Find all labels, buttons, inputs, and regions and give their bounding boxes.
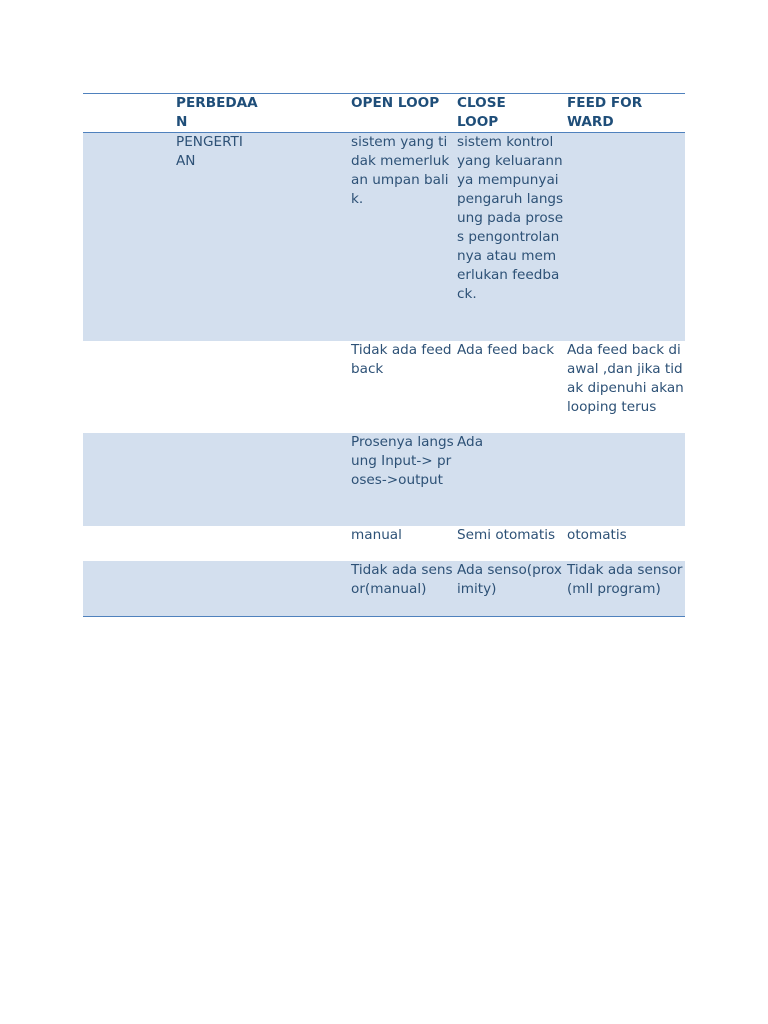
table-row — [83, 133, 685, 342]
table-cell-label — [173, 561, 348, 617]
table-cell-label — [173, 433, 348, 526]
table-row — [83, 526, 685, 561]
comparison-table-container — [83, 93, 685, 617]
table-cell-close-loop: sistem kontrol yang keluarannya mempunyai pengaruh langsung pada proses pengontrolannya atau memerlukan feedback. — [454, 133, 564, 342]
table-row — [83, 341, 685, 433]
table-row — [83, 561, 685, 617]
header-cell-close-loop: CLOSE LOOP — [457, 95, 506, 130]
table-cell-open-loop: Prosenya langsung Input-> proses->output — [348, 433, 454, 526]
header-cell-feed-forward: FEED FORWARD — [567, 95, 643, 130]
table-cell-feed-forward: otomatis — [567, 527, 627, 543]
table-cell-feed-forward: Tidak ada sensor(mll program) — [564, 561, 685, 617]
table-cell-feed-forward — [564, 433, 685, 526]
table-cell — [83, 341, 173, 433]
table-cell-label: PENGERTIAN — [173, 133, 348, 342]
header-cell-open-loop: OPEN LOOP — [351, 95, 440, 111]
table-cell-close-loop: Ada senso(proximity) — [454, 561, 564, 617]
table-cell-feed-forward — [564, 133, 685, 342]
table-header-row — [83, 94, 685, 133]
table-cell-close-loop: Ada — [454, 433, 564, 526]
table-cell-close-loop: Ada feed back — [457, 342, 555, 358]
header-cell-perbedaan: PERBEDAAN — [176, 95, 258, 130]
table-cell-open-loop: Tidak ada feed back — [351, 342, 452, 377]
table-cell — [83, 526, 173, 561]
table-cell — [83, 561, 173, 617]
table-cell-open-loop: sistem yang tidak memerlukan umpan balik. — [348, 133, 454, 342]
table-cell — [83, 133, 173, 342]
comparison-table — [83, 93, 685, 617]
header-cell-empty — [83, 94, 173, 133]
table-cell-feed-forward: Ada feed back diawal ,dan jika tidak dipenuhi akan looping terus — [567, 342, 684, 415]
table-cell-label — [173, 526, 348, 561]
table-row — [83, 433, 685, 526]
table-cell-close-loop: Semi otomatis — [457, 527, 556, 543]
table-cell-open-loop: Tidak ada sensor(manual) — [348, 561, 454, 617]
table-cell-open-loop: manual — [351, 527, 402, 543]
table-cell — [83, 433, 173, 526]
table-cell-label — [173, 341, 348, 433]
